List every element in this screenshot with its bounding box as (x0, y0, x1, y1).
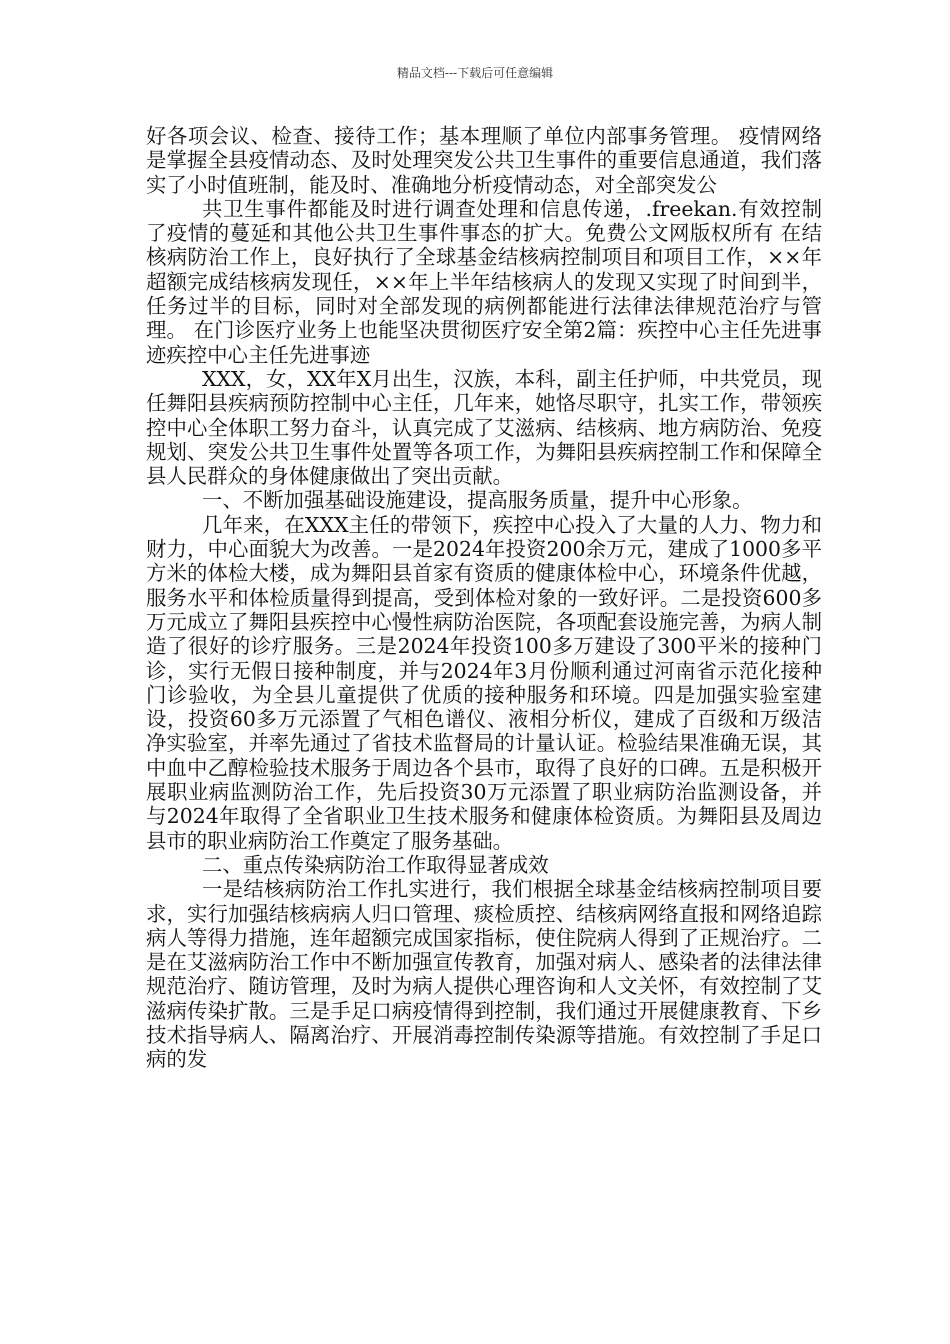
paragraph: 几年来，在XXX主任的带领下，疾控中心投入了大量的人力、物力和财力，中心面貌大为改善。一是2024年投资200余万元，建成了1000多平方米的体检大楼，成为舞阳县首家有资质的健康体检中心，环境条件优越，服务水平和体检质量得到提高，受到体检对象的一致好评。二是投资600多万元成立了舞阳县疾控中心慢性病防治医院，各项配套设施完善，为病人制造了很好的诊疗服务。三是2024年投资100多万建设了300平米的接种门诊，实行无假日接种制度，并与2024年3月份顺利通过河南省示范化接种门诊验收，为全县儿童提供了优质的接种服务和环境。四是加强实验室建设，投资60多万元添置了气相色谱仪、液相分析仪，建成了百级和万级洁净实验室，并率先通过了省技术监督局的计量认证。检验结果准确无误，其中血中乙醇检验技术服务于周边各个县市，取得了良好的口碑。五是积极开展职业病监测防治工作，先后投资30万元添置了职业病防治监测设备，并与2024年取得了全省职业卫生技术服务和健康体检资质。为舞阳县及周边县市的职业病防治工作奠定了服务基础。 (146, 512, 822, 853)
paragraph: 好各项会议、检查、接待工作；基本理顺了单位内部事务管理。 疫情网络是掌握全县疫情动态、及时处理突发公共卫生事件的重要信息通道，我们落实了小时值班制，能及时、准确地分析疫情动态，对全部突发公 (146, 124, 822, 197)
paragraph: 一是结核病防治工作扎实进行，我们根据全球基金结核病控制项目要求，实行加强结核病病人归口管理、痰检质控、结核病网络直报和网络追踪病人等得力措施，连年超额完成国家指标，使住院病人得到了正规治疗。二是在艾滋病防治工作中不断加强宣传教育，加强对病人、感染者的法律法律规范治疗、随访管理，及时为病人提供心理咨询和人文关怀，有效控制了艾滋病传染扩散。三是手足口病疫情得到控制，我们通过开展健康教育、下乡技术指导病人、隔离治疗、开展消毒控制传染源等措施。有效控制了手足口病的发 (146, 877, 822, 1072)
section-heading: 一、不断加强基础设施建设，提高服务质量，提升中心形象。 (202, 488, 753, 513)
document-body (146, 124, 822, 1072)
paragraph: XXX，女，XX年X月出生，汉族，本科，副主任护师，中共党员，现任舞阳县疾病预防控制中心主任，几年来，她恪尽职守，扎实工作，带领疾控中心全体职工努力奋斗，认真完成了艾滋病、结核病、地方病防治、免疫规划、突发公共卫生事件处置等各项工作，为舞阳县疾病控制工作和保障全县人民群众的身体健康做出了突出贡献。 (146, 366, 822, 489)
paragraph: 共卫生事件都能及时进行调查处理和信息传递，.freekan.有效控制了疫情的蔓延和其他公共卫生事件事态的扩大。免费公文网版权所有 在结核病防治工作上，良好执行了全球基金结核病控制项目和项目工作，××年超额完成结核病发现任，××年上半年结核病人的发现又实现了时间到半，任务过半的目标，同时对全部发现的病例都能进行法律法律规范治疗与管理。 在门诊医疗业务上也能坚决贯彻医疗安全第2篇：疾控中心主任先进事迹疾控中心主任先进事迹 (146, 196, 822, 367)
page-header: 精品文档---下载后可任意编辑 (396, 66, 554, 80)
section-heading: 二、重点传染病防治工作取得显著成效 (202, 852, 549, 877)
